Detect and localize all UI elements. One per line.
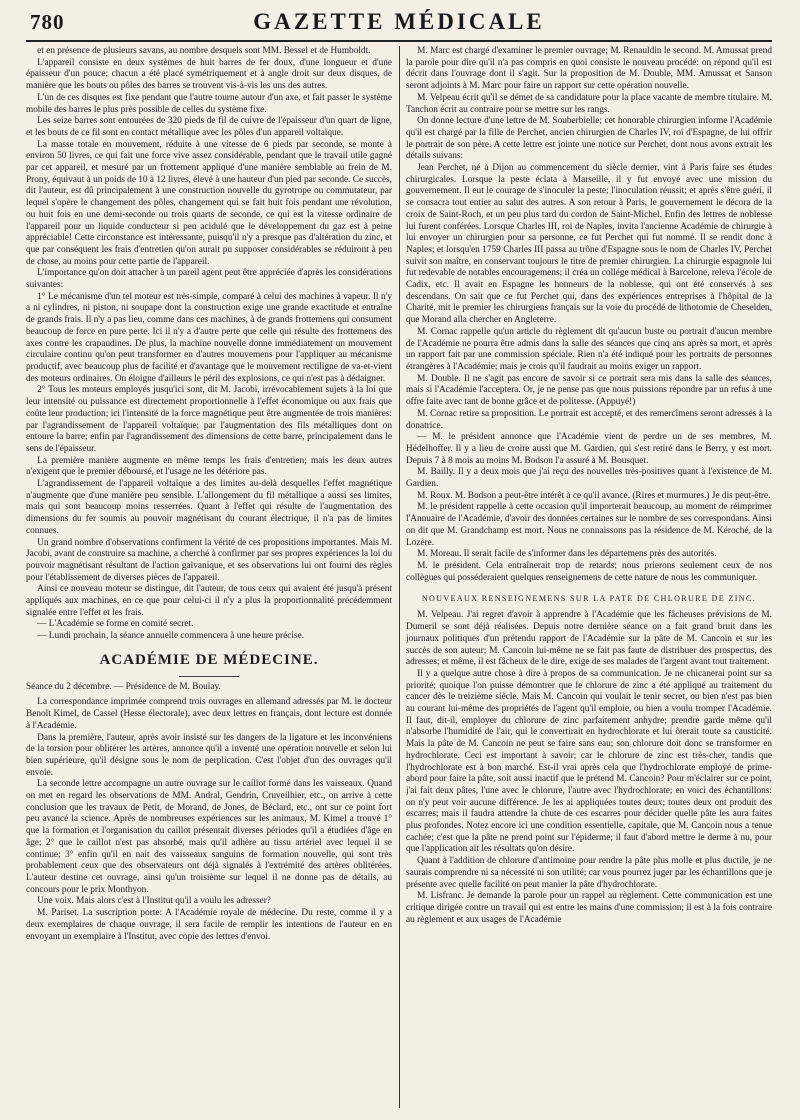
right-column	[406, 46, 772, 1108]
paragraph: Les seize barres sont entourées de 320 pieds de fil de cuivre de l'épaisseur d'un quart de ligne, et les bouts de ce fil sont en contact métallique avec les pôles d'un appareil voltaïque.	[26, 116, 392, 138]
paragraph: — L'Académie se forme en comité secret.	[37, 619, 194, 630]
paragraph: — Lundi prochain, la séance annuelle commencera à une heure précise.	[37, 631, 305, 642]
right-bottom-paragraphs	[406, 610, 772, 926]
paragraph: M. Velpeau écrit qu'il se démet de sa candidature pour la place vacante de membre titulaire. M. Tanchon écrit au contraire pour se mettre sur les rangs.	[406, 92, 772, 115]
paragraph: La masse totale en mouvement, réduite à une vitesse de 6 pieds par seconde, se monte à environ 50 livres, ce qui fait une force vive assez considérable, pendant que le travail utile gagné par cet appareil, et mesuré par un frottement appliqué d'une manière semblable au frein de M. Prony, équivaut à un poids de 10 à 12 livres, élevé à une hauteur d'un pied par seconde. Ce succès, dit l'auteur, est dû principalement à une construction nouvelle du gyrotrope ou commutateur, par lequel s'opère le changement des pôles, changement qui se fait huit fois pendant une révolution, ou huit fois en une demi-seconde ou trois quarts de seconde, ce qui est la vitesse ordinaire de l'appareil pour un liquide conducteur si peu acidulé que le développement du gaz est à peine appréciable! Cette circonstance est intéressante, puisqu'il n'y a presque pas d'altération du zinc, et que par conséquent les frais d'entretien qu'on aurait pu supposer considérables se réduiront à peu de chose, au moins pour cette partie de l'appareil.	[26, 139, 392, 267]
paragraph: La correspondance imprimée comprend trois ouvrages en allemand adressés par M. le docteur Benoît Kimel, de Cassel (Hesse électorale), avec deux lettres en français, dont lecture est donnée à l'Académie.	[26, 697, 392, 731]
paragraph: M. Velpeau. J'ai regret d'avoir à apprendre à l'Académie que les fâcheuses prévisions de M. Dumeril se sont déjà réalisées. Depuis notre dernière séance on a fait grand bruit dans les journaux politiques d'un prétendu rapport de l'Académie sur la pâte de M. Cancoin et sur les succès de son auteur; M. Cancoin lui-même ne se fait pas faute de distribuer des prospectus, des adresses; et même, il est fâcheux de le dire, exige de ses malades de l'argent avant tout traitement.	[406, 610, 772, 668]
paragraph: M. Lisfranc. Je demande la parole pour un rappel au règlement. Cette communication est une critique dirigée contre un travail qui est entre les mains d'une commission; il est à la fois contraire au règlement et aux usages de l'Académie	[406, 891, 772, 925]
subheading: NOUVEAUX RENSEIGNEMENS SUR LA PATE DE CHLORURE DE ZINC.	[421, 594, 757, 604]
paragraph: M. le président rappelle à cette occasion qu'il importerait beaucoup, au moment de réimprimer l'Annuaire de l'Académie, d'avoir des données certaines sur le nombre de ses correspondans. Ainsi on dit que M. Grandchamp est mort. Nous ne connaissons pas la résidence de M. Kéroché, de la Lozère.	[406, 502, 772, 548]
paragraph: Il y a quelque autre chose à dire à propos de sa communication. Je ne chicanerai point sur sa priorité; quoique l'on puisse démontrer que le chlorure de zinc a été appliqué au traitement du cancer dès le treizième siècle. Mais M. Cancoin qui voulait le tenir secret, ou bien n'est pas bien au courant lui-même des propriétés de l'agent qu'il emploie, ou bien a voulu tromper l'Académie. Il faut, dit-il, employer du chlorure de zinc parfaitement anhydre; prendre garde même qu'il n'absorbe l'humidité de l'air, qui le convertirait en hydrochlorate et lui ôterait toute sa causticité. Mais la pâte de M. Cancoin ne peut se faire sans eau; son chlorure doit donc se transformer en hydrochlorate. Ceci est important à savoir; car le chlorure de zinc est très-cher, tandis que l'hydrochlorate est à bon marché. Est-il vrai après cela que l'hydrochlorate employé de prime-abord pour faire la pâte, soit aussi inactif que le prétend M. Cancoin? Pour m'éclairer sur ce point, j'ai fait deux pâtes, l'une avec le chlorure, l'autre avec l'hydrochlorate; en voici des échantillons: on n'y peut voir aucune différence. Je les ai appliquées toutes deux; toutes deux ont produit des escarres; mais il faudra attendre la chute de ces escarres pour décider quelle pâte les aura faites plus profondes. Notez encore ici une condition essentielle, capitale, que M. Cancoin nous a tenue cachée; c'est que la pâte ne prend point sur l'épiderme; il faut d'abord mettre le derme à nu, pour que l'application ait les résultats qu'on désire.	[406, 668, 772, 855]
paragraph: M. Marc est chargé d'examiner le premier ouvrage; M. Renauldin le second. M. Amussat prend la parole pour dire qu'il n'a pas compris en quoi consiste le nouveau procédé: on répond qu'il est décrit dans l'ouvrage dont il s'agit. Sur la proposition de M. Double, MM. Amussat et Sanson seront adjoints à M. Marc pour faire un rapport sur cette opération nouvelle.	[406, 46, 772, 92]
section-heading: ACADÉMIE DE MÉDECINE.	[99, 651, 319, 668]
paragraph: L'importance qu'on doit attacher à un pareil agent peut être appréciée d'après les considérations suivantes:	[26, 268, 392, 291]
paragraph: M. Bailly. Il y a deux mois que j'ai reçu des nouvelles très-positives quant à l'existence de M. Gardien.	[406, 467, 772, 490]
paragraph: M. Pariset. La suscription porte: A l'Académie royale de médecine. Du reste, comme il y a deux exemplaires de chaque ouvrage, il sera facile de remplir les intentions de l'auteur en en envoyant un exemplaire à l'Institut, avec copie des lettres d'envoi.	[26, 908, 392, 942]
left-bottom-paragraphs	[26, 697, 392, 943]
left-column	[26, 46, 392, 1108]
seance-line: Séance du 2 décembre. — Présidence de M. Bouïay.	[26, 681, 221, 692]
paragraph: M. Double. Il ne s'agit pas encore de savoir si ce portrait sera mis dans la salle des séances, mais si l'Académie l'acceptera. Or, je ne pense pas que nous puissions répondre par un refus à une offre faite avec tant de bonne grâce et de politesse. (Appuyé!)	[406, 373, 772, 408]
paragraph: 1° Le mécanisme d'un tel moteur est très-simple, comparé à celui des machines à vapeur. Il n'y a ni cylindres, ni piston, ni soupape dont la construction exige une grande exactitude et entraîne de grands frais. Il n'y a pas lieu, comme dans ces machines, à de grands frottemens qui consument beaucoup de force en pure perte. Ici il n'y a d'autre perte que celle qui résulte des frottemens des axes contre les crapaudines. De plus, la machine nouvelle donne immédiatement un mouvement circulaire continu qu'on peut transformer en d'autres mouvemens pour l'appliquer au mécanisme productif, avec beaucoup plus de facilité et d'avantage que le mouvement rectiligne de va-et-vient des moteurs ordinaires. On éloigne d'ailleurs le péril des explosions, ce qui n'est pas à dédaigner.	[26, 291, 392, 384]
column-rule	[399, 46, 400, 1108]
paragraph: M. le président. Cela entraînerait trop de retards; nous prierons seulement ceux de nos collègues qui posséderaient quelques renseignemens de cette nature de nous les communiquer.	[406, 560, 772, 583]
journal-title: GAZETTE MÉDICALE	[253, 9, 545, 34]
paragraph: — M. le président annonce que l'Académie vient de perdre un de ses membres, M. Hédelhoffer. Il y a lieu de croire aussi que M. Gardien, qui s'est retiré dans le Berry, y est mort. Depuis 7 à 8 mois au moins M. Bodson l'a assuré à M. Bousquet.	[406, 432, 772, 466]
paragraph: M. Roux. M. Bodson a peut-être intérêt à ce qu'il avance. (Rires et murmures.) Je dis peut-être.	[417, 490, 771, 501]
section-divider	[179, 676, 239, 677]
paragraph: L'agrandissement de l'appareil voltaïque a des limites au-delà desquelles l'effet magnétique n'augmente que d'une manière peu sensible. L'allongement du fil métallique a aussi ses limites, mais qui sont beaucoup moins resserrées. Quant à l'effet qui résulte de l'augmentation des dimensions du fer soumis au pouvoir magnétisant du courant électrique, il n'a pas de limites connues.	[26, 479, 392, 536]
masthead	[26, 6, 772, 42]
paragraph: L'un de ces disques est fixe pendant que l'autre tourne autour d'un axe, et fait passer le système mobile des barres le plus près possible de celles du système fixe.	[26, 92, 392, 115]
paragraph: Une voix. Mais alors c'est à l'Institut qu'il a voulu les adresser?	[37, 896, 271, 907]
paragraph: M. Cornac rappelle qu'un article du règlement dit qu'aucun buste ou portrait d'aucun membre de l'Académie ne pourra être admis dans la salle des séances que cinq ans après sa mort, et après un rapport fait par une commission spéciale. Rien n'a été indiqué pour les portraits de personnes étrangères à l'Académie; mais je crois qu'il faudrait au moins exiger un rapport.	[406, 326, 772, 372]
paragraph: On donne lecture d'une lettre de M. Souberbielle; cet honorable chirurgien informe l'Académie qu'il est chargé par la fille de Perchet, ancien chirurgien de Charles IV, roi d'Espagne, de lui offrir le portrait de son père. A cette lettre est jointe une notice sur Perchet, dont nous avons extrait les détails suivans:	[406, 116, 772, 162]
paragraph: Quant à l'addition de chlorure d'antimoine pour rendre la pâte plus molle et plus ductile, je ne saurais comprendre ni sa nécessité ni son utilité; car vous pourrez juger par les échantillons que je présente avec quelle facilité on peut manier la pâte d'hydrochlorate.	[406, 856, 772, 890]
left-top-paragraphs	[26, 46, 392, 643]
newspaper-page	[0, 6, 800, 1120]
paragraph: La première manière augmente en même temps les frais d'entretien; mais les deux autres n'exigent que le premier déboursé, et l'usage ne les détériore pas.	[26, 455, 392, 478]
paragraph: M. Moreau. Il serait facile de s'informer dans les départemens près des autorités.	[417, 549, 717, 560]
right-top-paragraphs	[406, 46, 772, 584]
paragraph: et en présence de plusieurs savans, au nombre desquels sont MM. Bessel et de Humboldt.	[37, 46, 371, 56]
paragraph: 2° Tous les moteurs employés jusqu'ici sont, dit M. Jacobi, irrévocablement sujets à la loi que leur intensité ou puissance est directement proportionnelle à l'effet économique ou aux frais que coûte leur production; ici l'intensité de la force magnétique peut être augmentée de trois manières: par l'agrandissement de l'appareil voltaïque; par l'augmentation des fils métalliques dont on entoure la barre; enfin par l'agrandissement des dimensions de cette barre, principalement dans le sens de l'épaisseur.	[26, 385, 392, 454]
paragraph: Dans la première, l'auteur, après avoir insisté sur les dangers de la ligature et les inconvéniens de la torsion pour oblitérer les artères, annonce qu'il a inventé une opération nouvelle et selon lui bien supérieure, qu'il désigne sous le nom de perplication. C'est l'objet d'un des ouvrages qu'il envoie.	[26, 732, 392, 778]
paragraph: Ainsi ce nouveau moteur se distingue, dit l'auteur, de tous ceux qui avaient été jusqu'à présent appliqués aux machines, en ce que pour celui-ci il n'y a plus la proportionnalité précédemment signalée entre l'effet et les frais.	[26, 584, 392, 618]
paragraph: La seconde lettre accompagne un autre ouvrage sur le caillot formé dans les vaisseaux. Quand on met en regard les observations de MM. Andral, Gendrin, Cruveilhier, etc., on arrive à cette conclusion que les travaux de Petit, de Morand, de Jones, de Béclard, etc., ont sur ce point fort peu avancé la science. Après de nombreuses expériences sur les animaux, M. Kimel a trouvé 1° que la formation et l'organisation du caillot présentait diverses périodes qu'il a étudiées d'âge en âge; 2° que le caillot n'est pas absorbé, mais qu'il adhère au tissu artériel avec lequel il se continue; 3° enfin qu'il en nait des vaisseaux sanguins de formation nouvelle, qui sont très probablement ceux que des observateurs ont déjà signalés à l'extrémité des artères oblitérées. L'auteur destine cet ouvrage, ainsi qu'un troisième sur lequel il ne donne pas de détails, au concours pour le prix Monthyon.	[26, 779, 392, 895]
paragraph: Un grand nombre d'observations confirment la vérité de ces propositions importantes. Mais M. Jacobi, avant de construire sa machine, a cherché à confirmer par ses propres expériences la loi du pouvoir magnétisant résultant de l'action galvanique, et ses observations lui ont fourni des règles pour l'établissement de diverses pièces de l'appareil.	[26, 537, 392, 583]
paragraph: Jean Perchet, né à Dijon au commencement du siècle dernier, vint à Paris faire ses études chirurgicales. Lorsque la peste éclata à Marseille, il y fut envoyé avec une mission du gouvernement. Il eut le courage de s'inoculer la peste; l'inoculation réussit; et après s'être guéri, il se consacra tout entier au salut des autres. A son retour à Paris, le gouvernement le décora de la croix de Saint-Roch, et un peu plus tard du cordon de Saint-Michel. Enfin des lettres de noblesse lui furent conférées. Lorsque Charles III, roi de Naples, invita l'ancienne Académie de chirurgie à lui envoyer un chirurgien pour sa personne, ce fut Perchet qui fut nommé. Il se rendit donc à Naples; et lorsqu'en 1759 Charles III passa au trône d'Espagne sous le nom de Charles IV, Perchet suivit son maître, en conservant toujours le titre de premier chirurgien. La chirurgie espagnole lui fut redevable de notables encouragemens; il créa un collége médical à Barcelone, releva l'école de Cadix, etc. Il avait en Espagne les honneurs de la noblesse, qui ont été conservés à ses descendans. On sait que ce fut Perchet qui, dans des expériences entreprises à l'hôpital de la Charité, mit le premier les chirurgiens français sur la voie du procédé de lithotomie de Cheselden, que Morand alla chercher en Angleterre.	[406, 163, 772, 326]
page-number: 780	[30, 10, 65, 34]
paragraph: L'appareil consiste en deux systèmes de huit barres de fer doux, d'une longueur et d'une épaisseur d'un pouce; chacun a été placé symétriquement et à angle droit sur deux disques, de manière que les bouts ou pôles des barres se trouvent vis-à-vis les uns des autres.	[26, 57, 392, 92]
columns	[26, 46, 772, 1108]
paragraph: M. Cornac retire sa proposition. Le portrait est accepté, et des remercîmens seront adressés à la donatrice.	[406, 408, 772, 431]
